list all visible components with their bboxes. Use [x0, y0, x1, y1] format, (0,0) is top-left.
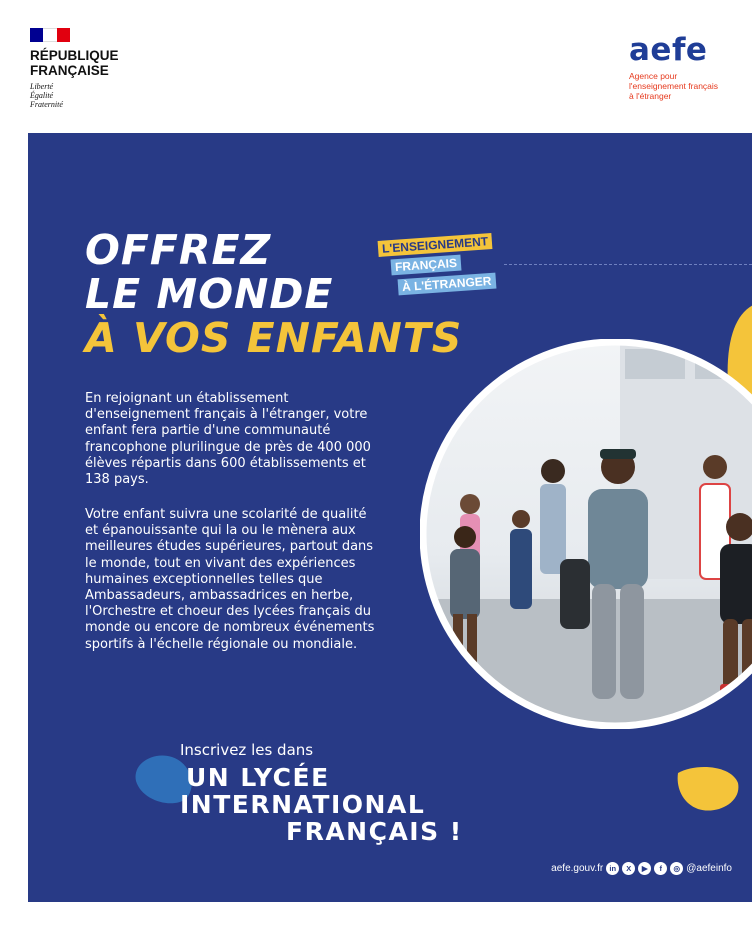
french-flag-icon — [30, 28, 70, 42]
yellow-drop-decoration — [676, 763, 740, 815]
aefe-subtitle-line-1: Agence pour — [629, 71, 678, 81]
aefe-wordmark: aefe — [629, 32, 708, 68]
motto-fraternite: Fraternité — [30, 100, 63, 109]
cta-line-1: UN LYCÉE — [186, 763, 330, 792]
headline-line-3: À VOS ENFANTS — [85, 314, 463, 362]
facebook-icon[interactable]: f — [654, 862, 667, 875]
intro-paragraph: En rejoignant un établissement d'enseignement français à l'étranger, votre enfant fera partie d'une communauté francophone plurilingue de près de 400 000 élèves répartis dans 600 établissements et 138 pays. — [85, 391, 371, 488]
instagram-icon[interactable]: ◎ — [670, 862, 683, 875]
tag-francais: FRANÇAIS — [391, 255, 462, 276]
cta-subtitle: Inscrivez les dans — [180, 741, 314, 759]
republique-motto — [30, 82, 119, 109]
motto-liberte: Liberté — [30, 82, 54, 91]
tag-enseignement: L'ENSEIGNEMENT — [378, 233, 493, 257]
headline-line-2: LE MONDE — [85, 270, 334, 318]
aefe-subtitle — [629, 71, 744, 101]
tag-etranger: À L'ÉTRANGER — [398, 273, 496, 296]
details-paragraph: Votre enfant suivra une scolarité de qualité et épanouissante qui la ou le mènera aux meilleures études supérieures, partout dans le monde, tout en vivant des expériences humaines exceptionnelles telles que Ambassadeurs, ambassadrices en herbe, l'Orchestre et choeur des lycées français du monde ou encore de nombreux événements sportifs à l'échelle régionale ou mondiale. — [85, 507, 375, 652]
aefe-subtitle-line-3: à l'étranger — [629, 91, 672, 101]
students-photo-circle — [420, 339, 752, 729]
poster-panel — [28, 133, 752, 902]
aefe-logo — [629, 34, 744, 101]
cta-line-3: FRANÇAIS ! — [286, 817, 463, 846]
dashed-divider — [504, 264, 752, 266]
name-line-1: RÉPUBLIQUE — [30, 48, 119, 63]
x-icon[interactable]: X — [622, 862, 635, 875]
website-link[interactable]: aefe.gouv.fr — [551, 863, 604, 874]
aefe-subtitle-line-2: l'enseignement français — [629, 81, 719, 91]
republique-francaise-logo — [30, 28, 119, 109]
social-handle[interactable]: @aefeinfo — [686, 863, 732, 874]
motto-egalite: Égalité — [30, 91, 54, 100]
headline-line-1: OFFREZ — [85, 226, 272, 274]
name-line-2: FRANÇAISE — [30, 63, 109, 78]
republique-francaise-name — [30, 48, 119, 78]
cta-line-2: INTERNATIONAL — [180, 790, 426, 819]
footer-links — [551, 862, 732, 875]
linkedin-icon[interactable]: in — [606, 862, 619, 875]
youtube-icon[interactable]: ▶ — [638, 862, 651, 875]
